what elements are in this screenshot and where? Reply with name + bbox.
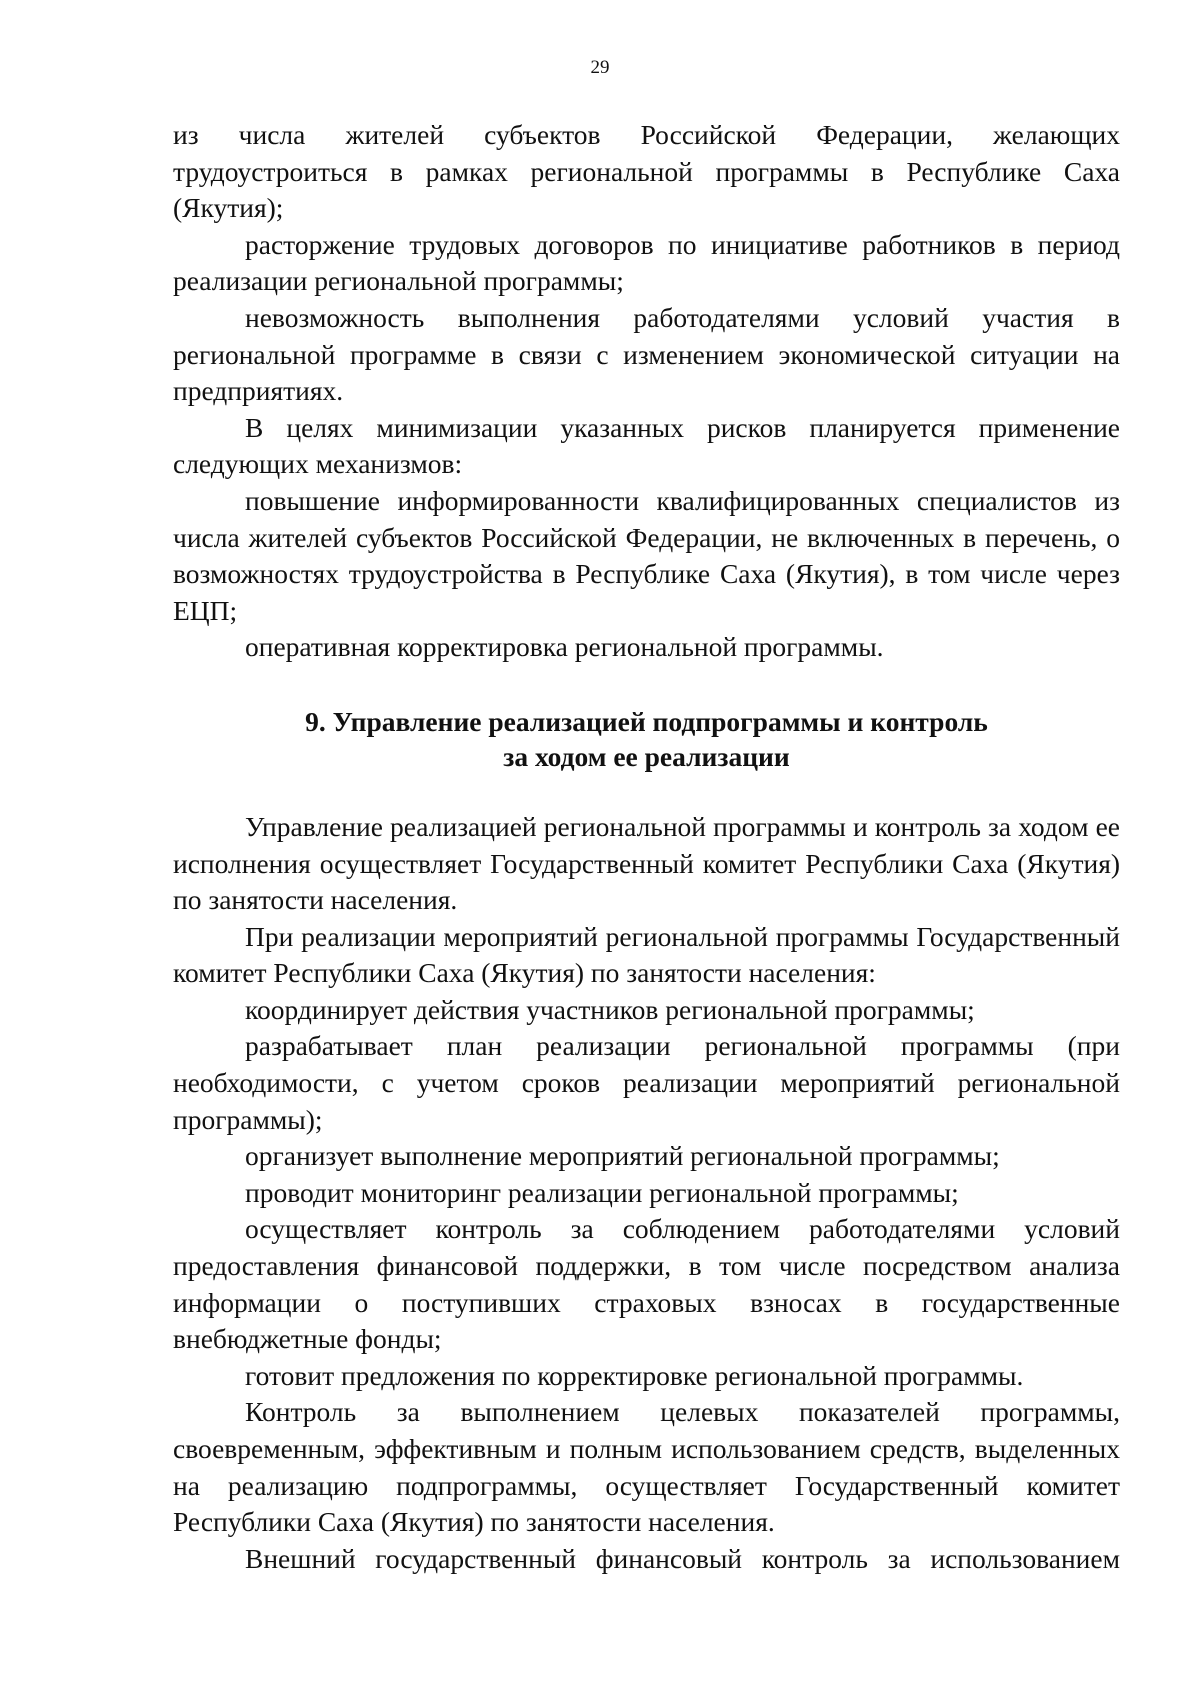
paragraph: Управление реализацией региональной программы и контроль за ходом ее исполнения осуществляет Государственный комитет Республики Саха (Якутия) по занятости населения. <box>173 810 1120 916</box>
paragraph: организует выполнение мероприятий региональной программы; <box>245 1140 1000 1172</box>
paragraph: расторжение трудовых договоров по инициативе работников в период реализации региональной программы; <box>173 228 1120 297</box>
paragraph: При реализации мероприятий региональной программы Государственный комитет Республики Саха (Якутия) по занятости населения: <box>173 920 1120 989</box>
paragraph: осуществляет контроль за соблюдением работодателями условий предоставления финансовой поддержки, в том числе посредством анализа информации о поступивших страховых взносах в государственные внебюджетные фонды; <box>173 1213 1120 1355</box>
paragraph: координирует действия участников региональной программы; <box>245 993 975 1025</box>
paragraph: Внешний государственный финансовый контроль за использованием <box>245 1542 1120 1574</box>
paragraph: разрабатывает план реализации региональной программы (при необходимости, с учетом сроков реализации мероприятий региональной программы); <box>173 1030 1120 1135</box>
paragraph: невозможность выполнения работодателями условий участия в региональной программе в связи с изменением экономической ситуации на предприятиях. <box>173 301 1120 407</box>
section-after-heading <box>173 809 1120 1577</box>
section-heading <box>173 704 1120 774</box>
section-before-heading <box>173 117 1120 666</box>
page-number: 29 <box>590 57 610 78</box>
heading-line-1: 9. Управление реализацией подпрограммы и контроль <box>305 705 988 737</box>
paragraph: готовит предложения по корректировке региональной программы. <box>245 1359 1024 1391</box>
paragraph: проводит мониторинг реализации региональной программы; <box>245 1176 959 1208</box>
paragraph: из числа жителей субъектов Российской Федерации, желающих трудоустроиться в рамках региональной программы в Республике Саха (Якутия); <box>173 119 1120 224</box>
heading-line-2: за ходом ее реализации <box>503 740 790 772</box>
paragraph: оперативная корректировка региональной программы. <box>245 631 884 663</box>
document-body <box>173 117 1120 1577</box>
paragraph: Контроль за выполнением целевых показателей программы, своевременным, эффективным и полным использованием средств, выделенных на реализацию подпрограммы, осуществляет Государственный комитет Республики Саха (Якутия) по занятости населения. <box>173 1396 1120 1538</box>
paragraph: В целях минимизации указанных рисков планируется применение следующих механизмов: <box>173 411 1120 480</box>
paragraph: повышение информированности квалифицированных специалистов из числа жителей субъектов Российской Федерации, не включенных в перечень, о возможностях трудоустройства в Республике Саха (Якутия), в том числе через ЕЦП; <box>173 484 1120 626</box>
